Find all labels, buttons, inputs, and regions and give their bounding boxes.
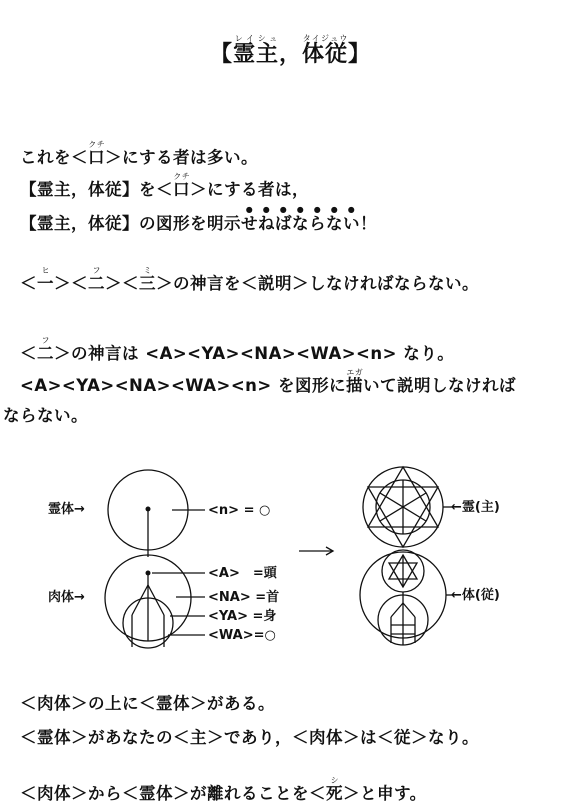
text-line-6: <A><YA><NA><WA><n> を図形に描エガいて説明しなければ bbox=[20, 368, 516, 395]
text-line-10: ＜肉体＞から＜霊体＞が離れることを＜死シ＞と申す。 bbox=[20, 776, 427, 803]
label-na-neck: <NA> =首 bbox=[208, 590, 280, 605]
reishu-taiju-diagram bbox=[0, 455, 581, 670]
text-line-7: ならない。 bbox=[3, 406, 88, 425]
text-line-8: ＜肉体＞の上に＜霊体＞がある。 bbox=[20, 694, 275, 713]
text-line-9: ＜霊体＞があなたの＜主＞であり，＜肉体＞は＜従＞なり。 bbox=[20, 728, 479, 747]
text-line-5: ＜二フ＞の神言は <A><YA><NA><WA><n> なり。 bbox=[20, 336, 455, 363]
label-spirit-main: ←霊(主) bbox=[451, 500, 500, 515]
label-body-follower: ←体(従) bbox=[451, 588, 500, 603]
label-a-head: <A> =頭 bbox=[208, 566, 277, 581]
title-rei-shu: 霊主レイシュ bbox=[232, 34, 279, 67]
label-n: <n> = ○ bbox=[208, 503, 271, 518]
text-line-1: これを＜口クチ＞にする者は多い。 bbox=[20, 140, 258, 167]
label-spirit-body: 霊体→ bbox=[48, 502, 85, 517]
emphasis-dots-text: せねばならない bbox=[241, 214, 360, 233]
label-wa-circle: <WA>=○ bbox=[208, 628, 276, 643]
title-tai-ju: 体従タイジュウ bbox=[302, 34, 349, 67]
text-line-2: 【霊主，体従】を＜口クチ＞にする者は， bbox=[20, 172, 309, 199]
label-ya-body: <YA> =身 bbox=[208, 609, 277, 624]
text-line-3: 【霊主，体従】の図形を明示せねばならない！ bbox=[20, 214, 377, 233]
label-physical-body: 肉体→ bbox=[48, 590, 85, 605]
page-title: 【霊主レイシュ，体従タイジュウ】 bbox=[209, 34, 372, 67]
text-line-4: ＜一ヒ＞＜二フ＞＜三ミ＞の神言を＜説明＞しなければならない。 bbox=[20, 266, 479, 293]
